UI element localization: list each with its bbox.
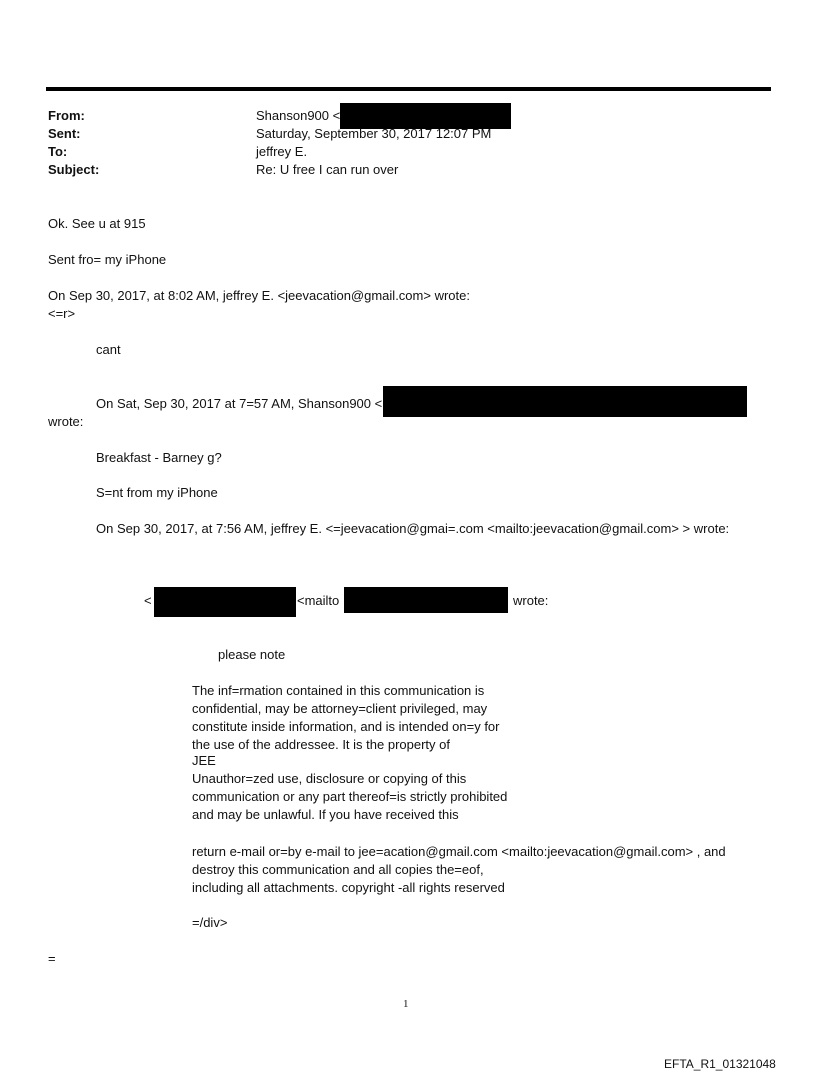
disclaimer-line: constitute inside information, and is intended on=y for (192, 719, 500, 734)
body-line: please note (218, 647, 286, 662)
body-line: Ok. See u at 915 (48, 216, 146, 231)
document-id: EFTA_R1_01321048 (664, 1057, 776, 1071)
body-line: S=nt from my iPhone (96, 485, 218, 500)
from-label: From: (48, 108, 85, 123)
body-line: < (144, 593, 152, 608)
body-line: =/div> (192, 915, 228, 930)
quote-header: On Sat, Sep 30, 2017 at 7=57 AM, Shanson900 < (96, 396, 383, 411)
to-label: To: (48, 144, 68, 159)
body-line: <mailto (297, 593, 340, 608)
page-number: 1 (403, 998, 409, 1010)
header-rule (46, 87, 771, 91)
quote-header: On Sep 30, 2017, at 8:02 AM, jeffrey E. <jeevacation@gmail.com> wrote: (48, 288, 470, 303)
disclaimer-line: and may be unlawful. If you have received this (192, 807, 459, 822)
redaction-sender-name (154, 587, 296, 617)
body-line: wrote: (48, 414, 84, 429)
sent-label: Sent: (48, 126, 81, 141)
disclaimer-line: the use of the addressee. It is the property of (192, 737, 450, 752)
redaction-mailto-address (344, 587, 508, 613)
disclaimer-line: destroy this communication and all copies the=eof, (192, 862, 484, 877)
disclaimer-line: including all attachments. copyright -all rights reserved (192, 880, 505, 895)
body-line: wrote: (513, 593, 549, 608)
to-value: jeffrey E. (256, 144, 308, 159)
disclaimer-line: JEE (192, 753, 216, 768)
disclaimer-line: communication or any part thereof=is strictly prohibited (192, 789, 508, 804)
subject-label: Subject: (48, 162, 100, 177)
body-line: <=r> (48, 306, 76, 321)
body-line: cant (96, 342, 121, 357)
quote-header: On Sep 30, 2017, at 7:56 AM, jeffrey E. <=jeevacation@gmai=.com <mailto:jeevacation@gmail.com> > wrote: (96, 521, 730, 536)
from-value: Shanson900 < (256, 108, 341, 123)
redaction-shanson-email (383, 386, 747, 417)
disclaimer-line: The inf=rmation contained in this communication is (192, 683, 485, 698)
body-line: Breakfast - Barney g? (96, 450, 222, 465)
subject-value: Re: U free I can run over (256, 162, 399, 177)
body-line: = (48, 951, 56, 966)
body-line: Sent fro= my iPhone (48, 252, 167, 267)
disclaimer-line: return e-mail or=by e-mail to jee=acation@gmail.com <mailto:jeevacation@gmail.com> , and (192, 844, 726, 859)
disclaimer-line: confidential, may be attorney=client privileged, may (192, 701, 488, 716)
sent-value: Saturday, September 30, 2017 12:07 PM (256, 126, 492, 141)
disclaimer-line: Unauthor=zed use, disclosure or copying of this (192, 771, 467, 786)
